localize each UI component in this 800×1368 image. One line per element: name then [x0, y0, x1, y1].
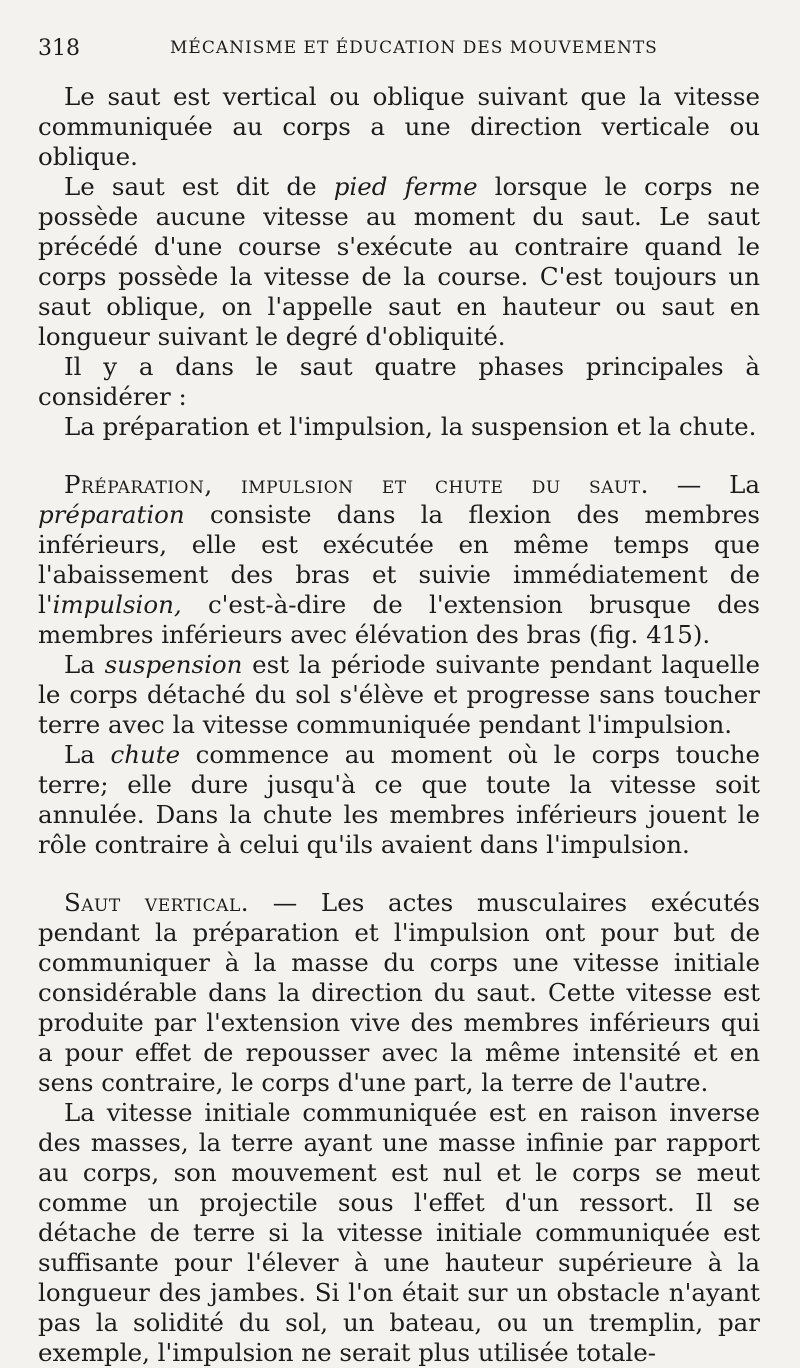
paragraph-suspension	[38, 650, 760, 740]
page-number: 318	[38, 36, 80, 61]
term-suspension: suspension	[104, 650, 243, 679]
paragraph-suspension-text-c: est la période suivante pendant laquelle le corps détaché du sol s'élève et progresse sans toucher terre avec la vitesse communiquée pendant l'impulsion.	[38, 650, 760, 739]
paragraph-1: Le saut est vertical ou oblique suivant que la vitesse communiquée au corps a une direction verticale ou oblique.	[38, 82, 760, 171]
paragraph-chute-text-a: La	[64, 740, 111, 769]
paragraph-2-text-c: lorsque le corps ne possède aucune vitesse au moment du saut. Le saut précédé d'une course s'exécute au contraire quand le corps possède la vitesse de la course. C'est toujours un saut oblique, on l'appelle saut en hauteur ou saut en longueur suivant le degré d'obliquité.	[38, 172, 761, 351]
paragraph-2-text-a: Le saut est dit de	[64, 172, 334, 201]
term-preparation: préparation	[38, 500, 185, 529]
section-preparation	[38, 470, 760, 650]
paragraph-chute-text-c: commence au moment où le corps touche terre; elle dure jusqu'à ce que toute la vitesse soit annulée. Dans la chute les membres inférieurs jouent le rôle contraire à celui qu'ils avaient dans l'impulsion.	[38, 740, 760, 859]
term-impulsion: impulsion,	[52, 590, 182, 619]
section-preparation-dash: — La	[648, 470, 760, 499]
paragraph-3: Il y a dans le saut quatre phases principales à considérer :	[38, 352, 760, 411]
paragraph-vitesse-initiale: La vitesse initiale communiquée est en raison inverse des masses, la terre ayant une masse infinie par rapport au corps, son mouvement est nul et le corps se meut comme un projectile sous l'effet d'un ressort. Il se détache de terre si la vitesse initiale communiquée est suffisante pour l'élever à une hauteur supérieure à la longueur des jambes. Si l'on était sur un obstacle n'ayant pas la solidité du sol, un bateau, ou un tremplin, par exemple, l'impulsion ne serait plus utilisée totale-	[38, 1098, 760, 1367]
paragraph-4: La préparation et l'impulsion, la suspension et la chute.	[64, 412, 757, 441]
section-heading-saut-vertical: Saut vertical.	[64, 888, 250, 917]
section-preparation-text-4: c'est-à-dire de l'extension brusque des membres inférieurs avec élévation des bras (fig. 415).	[38, 590, 760, 649]
section-saut-vertical-text: — Les actes musculaires exécutés pendant la préparation et l'impulsion ont pour but de communiquer à la masse du corps une vitesse initiale considérable dans la direction du saut. Cette vitesse est produite par l'extension vive des membres inférieurs qui a pour effet de repousser avec la même intensité et en sens contraire, le corps d'une part, la terre de l'autre.	[38, 888, 760, 1097]
term-chute: chute	[110, 740, 181, 769]
term-pied-ferme: pied ferme	[333, 172, 478, 201]
paragraph-chute	[38, 740, 760, 860]
running-head: MÉCANISME ET ÉDUCATION DES MOUVEMENTS	[170, 38, 658, 58]
paragraph-2	[38, 172, 760, 352]
section-preparation-text-2: consiste dans la flexion des membres inférieurs, elle est exécutée en même temps que l'abaissement des bras et suivie immédiatement de l'	[38, 500, 760, 619]
section-heading-preparation: Préparation, impulsion et chute du saut.	[64, 470, 649, 499]
section-saut-vertical	[38, 888, 760, 1098]
page-header	[38, 30, 760, 60]
paragraph-suspension-text-a: La	[64, 650, 105, 679]
